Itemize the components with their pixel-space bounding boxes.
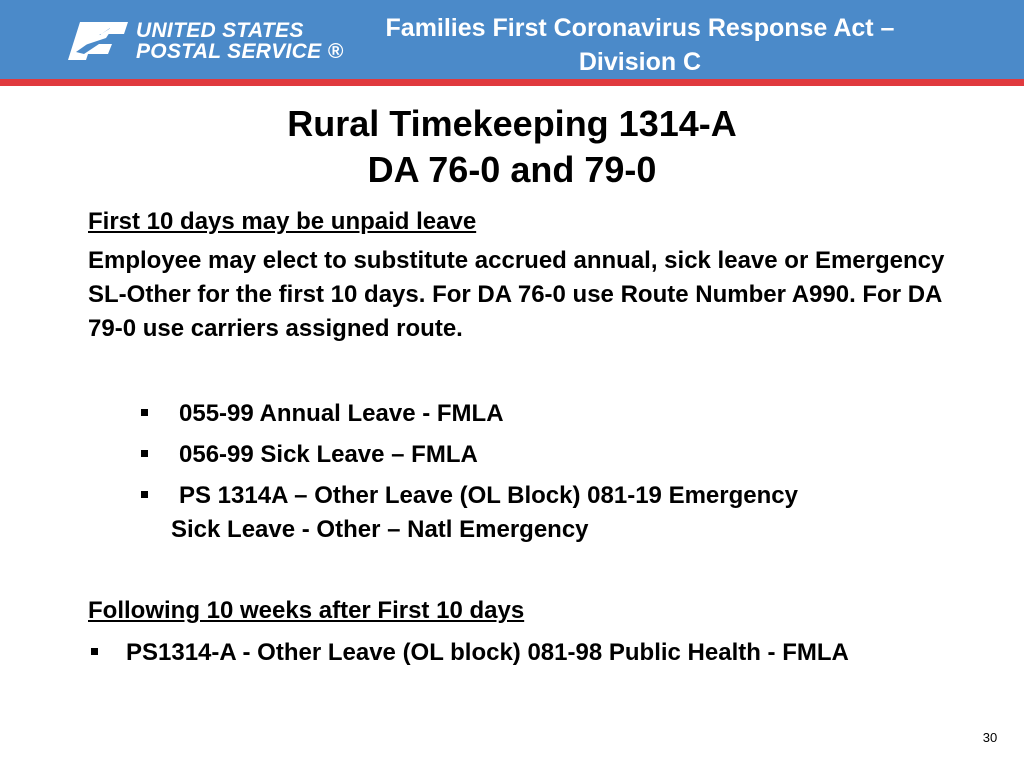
list-item (138, 479, 958, 547)
slide-title-line-2: DA 76-0 and 79-0 (367, 149, 657, 190)
list-item-text: 056-99 Sick Leave – FMLA (179, 441, 478, 468)
list-item (88, 636, 928, 670)
logo-line-1: UNITED STATES (136, 19, 304, 42)
bullet-icon (141, 409, 148, 416)
eagle-icon (66, 16, 130, 64)
slide-title-line-1: Rural Timekeeping 1314-A (287, 103, 737, 144)
list-item-text-continued: Sick Leave - Other – Natl Emergency (171, 516, 589, 543)
list-item-text: 055-99 Annual Leave - FMLA (179, 400, 504, 427)
list-item-text: PS 1314A – Other Leave (OL Block) 081-19 Emergency (179, 482, 798, 509)
header-stripe (0, 79, 1024, 86)
section-1-paragraph: Employee may elect to substitute accrued annual, sick leave or Emergency SL-Other for the first 10 days. For DA 76-0 use Route Number A990. For DA 79-0 use carriers assigned route. (88, 247, 945, 342)
header-title-line-1: Families First Coronavirus Response Act – (385, 14, 895, 42)
section-2-heading: Following 10 weeks after First 10 days (88, 597, 525, 624)
header-title (330, 11, 950, 79)
section-1-heading: First 10 days may be unpaid leave (88, 208, 477, 235)
logo-line-2: POSTAL SERVICE ® (136, 40, 344, 63)
bullet-icon (141, 491, 148, 498)
usps-logo (66, 16, 344, 64)
page-number: 30 (982, 730, 998, 745)
section-1 (88, 206, 968, 346)
section-1-bullets (138, 397, 958, 554)
section-2-bullets (88, 636, 928, 670)
bullet-icon (91, 648, 98, 655)
slide-title (0, 101, 1024, 193)
list-item-text: PS1314-A - Other Leave (OL block) 081-98 Public Health - FMLA (126, 639, 849, 666)
logo-wordmark (136, 20, 343, 62)
bullet-icon (141, 450, 148, 457)
list-item (138, 397, 958, 431)
list-item (138, 438, 958, 472)
header-title-line-2: Division C (578, 48, 702, 76)
